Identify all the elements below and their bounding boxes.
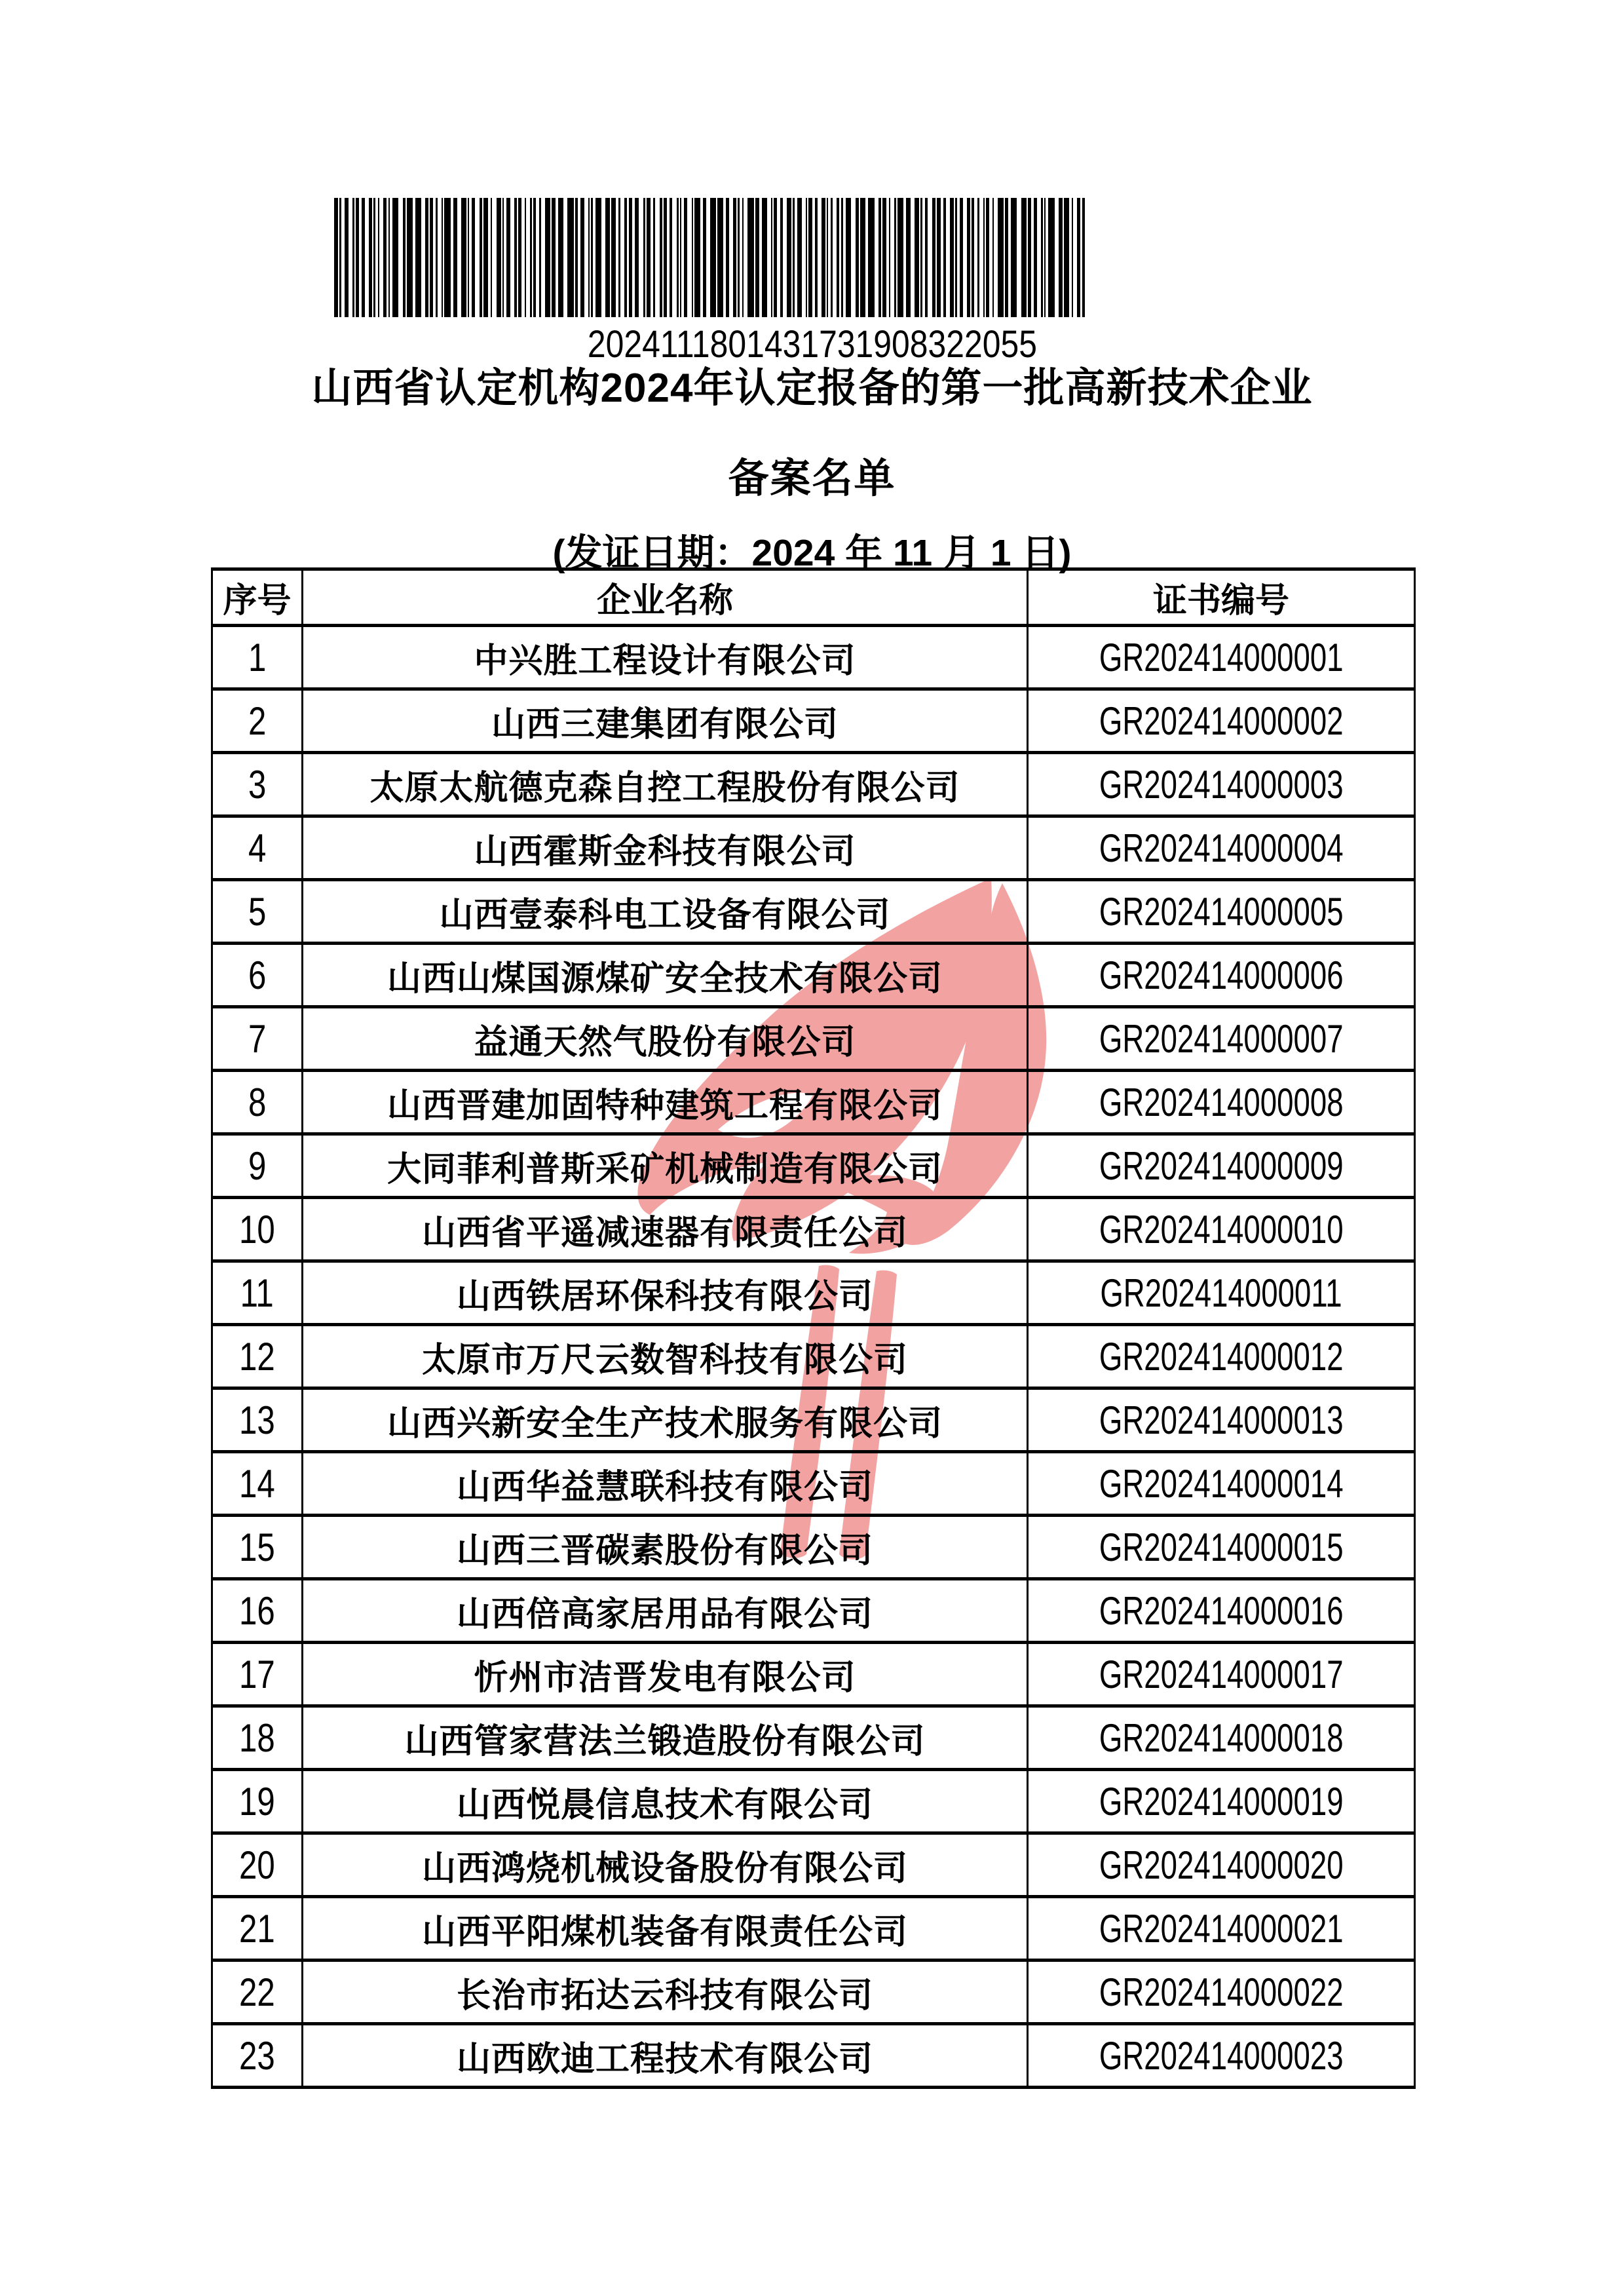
table-row [212, 1770, 1415, 1833]
serial-cell: 13 [212, 1388, 303, 1452]
company-name-cell: 忻州市洁晋发电有限公司 [303, 1643, 1028, 1706]
header-serial: 序号 [212, 569, 303, 626]
table-row [212, 626, 1415, 689]
table-row [212, 1071, 1415, 1134]
table-row [212, 1961, 1415, 2024]
company-name-cell: 山西壹泰科电工设备有限公司 [303, 880, 1028, 944]
barcode-number: 2024111801431731908322055 [587, 323, 1038, 366]
company-name-cell: 山西霍斯金科技有限公司 [303, 816, 1028, 880]
table-body [212, 626, 1415, 2088]
table-row [212, 1897, 1415, 1961]
table-row [212, 689, 1415, 753]
table-row [212, 1579, 1415, 1643]
table-row [212, 1643, 1415, 1706]
cert-number-cell: GR202414000022 [1028, 1961, 1415, 2024]
company-name-cell: 山西倍高家居用品有限公司 [303, 1579, 1028, 1643]
cert-number-cell: GR202414000012 [1028, 1325, 1415, 1388]
cert-number-cell: GR202414000001 [1028, 626, 1415, 689]
serial-cell: 10 [212, 1198, 303, 1261]
company-name-cell: 益通天然气股份有限公司 [303, 1007, 1028, 1071]
cert-number-cell: GR202414000008 [1028, 1071, 1415, 1134]
company-name-cell: 长治市拓达云科技有限公司 [303, 1961, 1028, 2024]
cert-number-cell: GR202414000016 [1028, 1579, 1415, 1643]
serial-cell: 19 [212, 1770, 303, 1833]
table-row [212, 1198, 1415, 1261]
serial-cell: 12 [212, 1325, 303, 1388]
company-name-cell: 山西三建集团有限公司 [303, 689, 1028, 753]
serial-cell: 20 [212, 1833, 303, 1897]
table-row [212, 1261, 1415, 1325]
serial-cell: 23 [212, 2024, 303, 2088]
cert-number-cell: GR202414000007 [1028, 1007, 1415, 1071]
table-row [212, 1007, 1415, 1071]
table-row [212, 1325, 1415, 1388]
serial-cell: 5 [212, 880, 303, 944]
company-name-cell: 太原市万尺云数智科技有限公司 [303, 1325, 1028, 1388]
serial-cell: 6 [212, 944, 303, 1007]
company-name-cell: 山西欧迪工程技术有限公司 [303, 2024, 1028, 2088]
company-name-cell: 大同菲利普斯采矿机械制造有限公司 [303, 1134, 1028, 1198]
cert-number-cell: GR202414000011 [1028, 1261, 1415, 1325]
company-name-cell: 山西管家营法兰锻造股份有限公司 [303, 1706, 1028, 1770]
table-row [212, 880, 1415, 944]
cert-number-cell: GR202414000005 [1028, 880, 1415, 944]
serial-cell: 8 [212, 1071, 303, 1134]
table-row [212, 816, 1415, 880]
serial-cell: 14 [212, 1452, 303, 1516]
company-name-cell: 山西悦晨信息技术有限公司 [303, 1770, 1028, 1833]
company-name-cell: 山西山煤国源煤矿安全技术有限公司 [303, 944, 1028, 1007]
cert-number-cell: GR202414000023 [1028, 2024, 1415, 2088]
cert-number-cell: GR202414000018 [1028, 1706, 1415, 1770]
serial-cell: 9 [212, 1134, 303, 1198]
serial-cell: 4 [212, 816, 303, 880]
serial-cell: 7 [212, 1007, 303, 1071]
table-row [212, 1833, 1415, 1897]
table-row [212, 1706, 1415, 1770]
header-company: 企业名称 [303, 569, 1028, 626]
page-title-line1: 山西省认定机构2024年认定报备的第一批高新技术企业 [311, 366, 1313, 411]
table-row [212, 1134, 1415, 1198]
company-name-cell: 山西晋建加固特种建筑工程有限公司 [303, 1071, 1028, 1134]
issue-date-line: (发证日期：2024 年 11 月 1 日) [552, 532, 1072, 574]
cert-number-cell: GR202414000013 [1028, 1388, 1415, 1452]
company-name-cell: 山西平阳煤机装备有限责任公司 [303, 1897, 1028, 1961]
serial-cell: 11 [212, 1261, 303, 1325]
cert-number-cell: GR202414000009 [1028, 1134, 1415, 1198]
serial-cell: 2 [212, 689, 303, 753]
company-name-cell: 山西鸿烧机械设备股份有限公司 [303, 1833, 1028, 1897]
barcode [334, 198, 1102, 317]
table-row [212, 1516, 1415, 1579]
serial-cell: 18 [212, 1706, 303, 1770]
company-name-cell: 山西华益慧联科技有限公司 [303, 1452, 1028, 1516]
table-header-row [212, 569, 1415, 626]
serial-cell: 21 [212, 1897, 303, 1961]
cert-number-cell: GR202414000004 [1028, 816, 1415, 880]
cert-number-cell: GR202414000021 [1028, 1897, 1415, 1961]
cert-number-cell: GR202414000003 [1028, 753, 1415, 816]
company-name-cell: 中兴胜工程设计有限公司 [303, 626, 1028, 689]
company-name-cell: 太原太航德克森自控工程股份有限公司 [303, 753, 1028, 816]
cert-number-cell: GR202414000019 [1028, 1770, 1415, 1833]
page-title-line2: 备案名单 [728, 456, 896, 501]
cert-number-cell: GR202414000017 [1028, 1643, 1415, 1706]
company-name-cell: 山西铁居环保科技有限公司 [303, 1261, 1028, 1325]
company-name-cell: 山西省平遥减速器有限责任公司 [303, 1198, 1028, 1261]
cert-number-cell: GR202414000015 [1028, 1516, 1415, 1579]
cert-number-cell: GR202414000020 [1028, 1833, 1415, 1897]
company-name-cell: 山西三晋碳素股份有限公司 [303, 1516, 1028, 1579]
cert-number-cell: GR202414000014 [1028, 1452, 1415, 1516]
table-row [212, 944, 1415, 1007]
table-row [212, 1452, 1415, 1516]
company-table [211, 567, 1416, 2089]
cert-number-cell: GR202414000010 [1028, 1198, 1415, 1261]
table-row [212, 753, 1415, 816]
cert-number-cell: GR202414000002 [1028, 689, 1415, 753]
serial-cell: 22 [212, 1961, 303, 2024]
serial-cell: 17 [212, 1643, 303, 1706]
cert-number-cell: GR202414000006 [1028, 944, 1415, 1007]
serial-cell: 3 [212, 753, 303, 816]
company-name-cell: 山西兴新安全生产技术服务有限公司 [303, 1388, 1028, 1452]
header-cert: 证书编号 [1028, 569, 1415, 626]
table-row [212, 2024, 1415, 2088]
serial-cell: 16 [212, 1579, 303, 1643]
serial-cell: 1 [212, 626, 303, 689]
serial-cell: 15 [212, 1516, 303, 1579]
table-row [212, 1388, 1415, 1452]
